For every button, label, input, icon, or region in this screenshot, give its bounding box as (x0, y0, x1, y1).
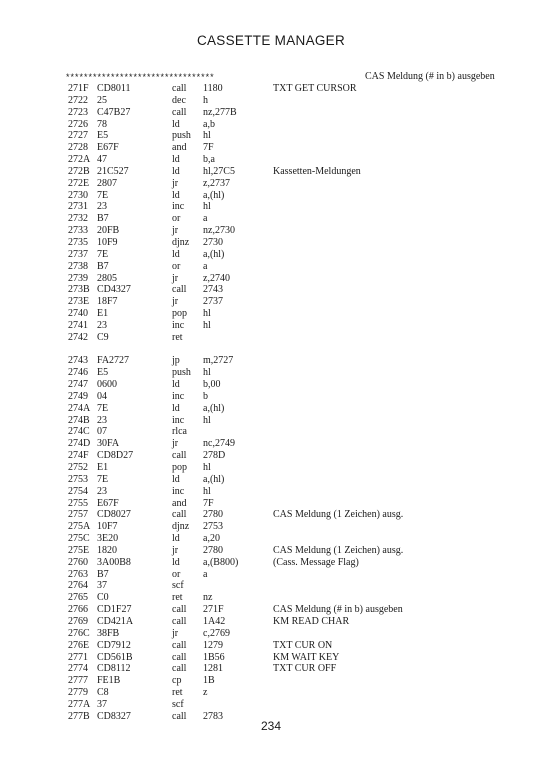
listing-row (68, 225, 508, 237)
comment: CAS Meldung (# in b) ausgeben (273, 604, 403, 616)
operand: b,00 (203, 379, 221, 391)
mnemonic: jr (172, 272, 179, 284)
operand: a (203, 260, 208, 272)
listing-row (68, 462, 508, 474)
address: 2757 (68, 509, 88, 521)
mnemonic: and (172, 142, 187, 154)
address: 2752 (68, 462, 88, 473)
address: 2766 (68, 604, 88, 616)
hex-bytes: C8 (97, 687, 109, 699)
address: 2765 (68, 592, 88, 604)
address: 2737 (68, 248, 88, 260)
mnemonic: jr (172, 544, 179, 556)
address: 2732 (68, 213, 88, 225)
address: 2774 (68, 663, 88, 675)
mnemonic: ld (172, 556, 180, 568)
mnemonic: inc (172, 485, 185, 497)
address: 2731 (68, 201, 88, 213)
address: 2741 (68, 319, 88, 331)
hex-bytes: E67F (97, 497, 119, 509)
hex-bytes: CD1F27 (97, 604, 132, 616)
operand: a,b (203, 118, 215, 130)
listing-row (68, 107, 508, 119)
comment: CAS Meldung (1 Zeichen) ausg. (273, 544, 404, 556)
mnemonic: scf (172, 698, 184, 710)
mnemonic: call (172, 710, 187, 722)
operand: m,2727 (203, 355, 234, 367)
operand: c,2769 (203, 627, 230, 639)
hex-bytes: E1 (97, 308, 109, 320)
mnemonic: jr (172, 438, 179, 450)
hex-bytes: 23 (97, 319, 107, 331)
hex-bytes: 23 (97, 201, 107, 213)
hex-bytes: 47 (97, 154, 107, 166)
operand: b (203, 390, 208, 402)
mnemonic: ld (172, 533, 180, 545)
address: 274B (68, 414, 90, 426)
operand: 2783 (203, 710, 223, 722)
listing-row (68, 367, 508, 379)
mnemonic: pop (172, 308, 187, 320)
hex-bytes: CD4327 (97, 284, 131, 296)
listing-row (68, 533, 508, 545)
hex-bytes: E5 (97, 130, 109, 142)
listing-row (68, 273, 508, 285)
address: 2779 (68, 687, 88, 699)
operand: 2730 (203, 236, 223, 248)
operand: hl (203, 308, 211, 320)
hex-bytes: C9 (97, 331, 109, 343)
mnemonic: or (172, 213, 181, 225)
page-title: CASSETTE MANAGER (196, 33, 346, 48)
comment: Kassetten-Meldungen (273, 165, 361, 177)
operand: z (203, 687, 208, 699)
hex-bytes: 3A00B8 (97, 556, 131, 568)
listing-row (68, 687, 508, 699)
address: 2769 (68, 615, 88, 627)
mnemonic: call (172, 509, 187, 521)
mnemonic: ld (172, 154, 180, 166)
hex-bytes: 04 (97, 390, 107, 402)
address: 2753 (68, 473, 88, 485)
address: 273B (68, 284, 90, 296)
operand: 1180 (203, 83, 223, 94)
comment: (Cass. Message Flag) (273, 556, 359, 568)
address: 2755 (68, 497, 88, 509)
address: 2743 (68, 355, 88, 367)
listing-row (68, 580, 508, 592)
hex-bytes: 2807 (97, 177, 117, 189)
operand: 2780 (203, 509, 223, 521)
comment: CAS Meldung (1 Zeichen) ausg. (273, 509, 404, 521)
hex-bytes: 18F7 (97, 296, 118, 308)
address: 2764 (68, 580, 88, 592)
listing-row (68, 332, 508, 344)
mnemonic: jr (172, 296, 179, 308)
mnemonic: call (172, 663, 187, 675)
mnemonic: or (172, 260, 181, 272)
operand: hl (203, 414, 211, 426)
mnemonic: call (172, 284, 187, 296)
operand: a,(B800) (203, 556, 239, 568)
address: 272B (68, 165, 90, 177)
operand: b,a (203, 154, 215, 166)
listing-row (68, 426, 508, 438)
address: 2763 (68, 568, 88, 580)
listing-row (68, 379, 508, 391)
listing-row (68, 308, 508, 320)
address: 272A (68, 154, 91, 166)
hex-bytes: 38FB (97, 627, 120, 639)
address: 276C (68, 627, 90, 639)
listing-row (68, 95, 508, 107)
operand: z,2740 (203, 272, 230, 284)
address: 277B (68, 710, 90, 722)
address: 274A (68, 402, 91, 414)
mnemonic: call (172, 639, 187, 651)
mnemonic: djnz (172, 521, 190, 533)
hex-bytes: CD8011 (97, 83, 131, 94)
address: 2749 (68, 390, 88, 402)
hex-bytes: E1 (97, 462, 109, 473)
mnemonic: or (172, 568, 181, 580)
listing-row (68, 569, 508, 581)
address: 2747 (68, 379, 88, 391)
mnemonic: ld (172, 118, 180, 130)
mnemonic: dec (172, 94, 186, 106)
hex-bytes: 25 (97, 94, 107, 106)
mnemonic: push (172, 130, 191, 142)
address: 272E (68, 177, 90, 189)
mnemonic: call (172, 651, 187, 663)
mnemonic: pop (172, 462, 187, 473)
hex-bytes: 3E20 (97, 533, 119, 545)
comment: TXT CUR ON (273, 639, 333, 651)
comment: TXT CUR OFF (273, 663, 337, 675)
hex-bytes: 1820 (97, 544, 117, 556)
listing-row (68, 663, 508, 675)
operand: hl (203, 319, 211, 331)
address: 2726 (68, 118, 88, 130)
operand: a (203, 568, 208, 580)
listing-row (68, 616, 508, 628)
address: 2754 (68, 485, 88, 497)
mnemonic: inc (172, 414, 185, 426)
address: 2746 (68, 367, 88, 379)
address: 2735 (68, 236, 88, 248)
operand: hl (203, 367, 211, 379)
listing-row (68, 474, 508, 486)
mnemonic: ld (172, 402, 180, 414)
address: 2771 (68, 651, 88, 663)
operand: hl (203, 462, 211, 473)
mnemonic: and (172, 497, 187, 509)
hex-bytes: 30FA (97, 438, 120, 450)
address: 273E (68, 296, 90, 308)
listing-row (68, 675, 508, 687)
address: 2733 (68, 225, 88, 237)
operand: a,(hl) (203, 473, 225, 485)
hex-bytes: 7E (97, 248, 109, 260)
listing-row (68, 130, 508, 142)
hex-bytes: C0 (97, 592, 109, 604)
mnemonic: inc (172, 390, 185, 402)
mnemonic: call (172, 615, 187, 627)
listing-row (68, 699, 508, 711)
address: 275A (68, 521, 91, 533)
hex-bytes: CD8327 (97, 710, 131, 722)
operand: a,20 (203, 533, 220, 545)
listing-row (68, 178, 508, 190)
address: 276E (68, 639, 90, 651)
mnemonic: ld (172, 189, 180, 201)
hex-bytes: CD7912 (97, 639, 131, 651)
address: 275C (68, 533, 90, 545)
mnemonic: ret (172, 687, 183, 699)
hex-bytes: 10F9 (97, 236, 118, 248)
operand: hl (203, 485, 211, 497)
listing-row (68, 415, 508, 427)
operand: 1A42 (203, 615, 226, 627)
mnemonic: ret (172, 592, 183, 604)
operand: a,(hl) (203, 402, 225, 414)
listing-row (68, 320, 508, 332)
mnemonic: ret (172, 331, 183, 343)
operand: hl (203, 201, 211, 213)
operand: 2753 (203, 521, 223, 533)
hex-bytes: FA2727 (97, 355, 130, 367)
hex-bytes: C47B27 (97, 106, 131, 118)
hex-bytes: B7 (97, 260, 109, 272)
listing-row (68, 355, 508, 367)
hex-bytes: FE1B (97, 675, 121, 687)
operand: 2743 (203, 284, 223, 296)
address: 274C (68, 426, 90, 438)
hex-bytes: E67F (97, 142, 119, 154)
listing-row (68, 438, 508, 450)
mnemonic: scf (172, 580, 184, 592)
listing-row (68, 284, 508, 296)
mnemonic: call (172, 106, 187, 118)
listing-row (68, 557, 508, 569)
listing-row (68, 213, 508, 225)
listing-row (68, 640, 508, 652)
hex-bytes: 7E (97, 473, 109, 485)
operand: 1279 (203, 639, 223, 651)
listing-row (68, 592, 508, 604)
operand: 2737 (203, 296, 223, 308)
listing-row (68, 498, 508, 510)
listing-row (68, 450, 508, 462)
listing-row (68, 391, 508, 403)
mnemonic: jr (172, 177, 179, 189)
comment: KM READ CHAR (273, 615, 350, 627)
operand: 1B56 (203, 651, 225, 663)
mnemonic: jr (172, 627, 179, 639)
hex-bytes: B7 (97, 568, 109, 580)
hex-bytes: 23 (97, 485, 107, 497)
banner-text: CAS Meldung (# in b) ausgeben (365, 71, 495, 82)
operand: nz,277B (203, 106, 237, 118)
comment: KM WAIT KEY (273, 651, 340, 663)
hex-bytes: CD421A (97, 615, 134, 627)
address: 2760 (68, 556, 88, 568)
operand: a,(hl) (203, 248, 225, 260)
address: 2738 (68, 260, 88, 272)
banner-stars: ********************************* (66, 72, 215, 82)
address: 2777 (68, 675, 88, 687)
section-banner (66, 71, 496, 83)
listing-row (68, 249, 508, 261)
hex-bytes: E5 (97, 367, 109, 379)
listing-row (68, 403, 508, 415)
mnemonic: inc (172, 201, 185, 213)
listing-row (68, 296, 508, 308)
mnemonic: cp (172, 675, 182, 687)
operand: nc,2749 (203, 438, 235, 450)
listing-row (68, 201, 508, 213)
listing-row (68, 486, 508, 498)
mnemonic: djnz (172, 236, 190, 248)
mnemonic: inc (172, 319, 185, 331)
operand: 278D (203, 450, 226, 462)
listing-row (68, 652, 508, 664)
listing-row (68, 261, 508, 273)
operand: 271F (203, 604, 224, 616)
mnemonic: push (172, 367, 191, 379)
address: 274F (68, 450, 89, 462)
operand: 1B (203, 675, 215, 687)
hex-bytes: 37 (97, 698, 107, 710)
disassembly-listing (68, 83, 508, 723)
hex-bytes: 20FB (97, 225, 120, 237)
mnemonic: ld (172, 165, 180, 177)
listing-row (68, 166, 508, 178)
listing-row (68, 154, 508, 166)
address: 2727 (68, 130, 88, 142)
hex-bytes: 78 (97, 118, 107, 130)
listing-row (68, 509, 508, 521)
address: 275E (68, 544, 90, 556)
address: 2742 (68, 331, 88, 343)
operand: 1281 (203, 663, 223, 675)
operand: 2780 (203, 544, 223, 556)
listing-row (68, 604, 508, 616)
address: 2723 (68, 106, 88, 118)
address: 274D (68, 438, 91, 450)
hex-bytes: CD8027 (97, 509, 131, 521)
listing-row (68, 190, 508, 202)
operand: 7F (203, 497, 214, 509)
hex-bytes: CD561B (97, 651, 133, 663)
operand: nz (203, 592, 213, 604)
operand: nz,2730 (203, 225, 235, 237)
address: 277A (68, 698, 91, 710)
listing-row (68, 628, 508, 640)
comment: TXT GET CURSOR (273, 83, 357, 94)
hex-bytes: 0600 (97, 379, 117, 391)
operand: h (203, 94, 208, 106)
hex-bytes: 37 (97, 580, 107, 592)
hex-bytes: 7E (97, 189, 109, 201)
mnemonic: ld (172, 248, 180, 260)
hex-bytes: 10F7 (97, 521, 118, 533)
mnemonic: ld (172, 379, 180, 391)
address: 271F (68, 83, 89, 94)
listing-row (68, 142, 508, 154)
address: 2730 (68, 189, 88, 201)
hex-bytes: CD8D27 (97, 450, 134, 462)
mnemonic: rlca (172, 426, 187, 438)
listing-row (68, 119, 508, 131)
address: 2722 (68, 94, 88, 106)
hex-bytes: 07 (97, 426, 107, 438)
address: 2728 (68, 142, 88, 154)
mnemonic: jp (172, 355, 180, 367)
address: 2740 (68, 308, 88, 320)
hex-bytes: 2805 (97, 272, 117, 284)
listing-row (68, 521, 508, 533)
mnemonic: call (172, 83, 187, 94)
mnemonic: ld (172, 473, 180, 485)
hex-bytes: 23 (97, 414, 107, 426)
listing-row (68, 83, 508, 95)
hex-bytes: B7 (97, 213, 109, 225)
operand: a,(hl) (203, 189, 225, 201)
mnemonic: call (172, 450, 187, 462)
mnemonic: jr (172, 225, 179, 237)
operand: hl,27C5 (203, 165, 235, 177)
hex-bytes: CD8112 (97, 663, 131, 675)
address: 2739 (68, 272, 88, 284)
operand: hl (203, 130, 211, 142)
operand: z,2737 (203, 177, 230, 189)
page-number: 234 (260, 719, 282, 733)
hex-bytes: 7E (97, 402, 109, 414)
hex-bytes: 21C527 (97, 165, 129, 177)
operand: 7F (203, 142, 214, 154)
mnemonic: call (172, 604, 187, 616)
operand: a (203, 213, 208, 225)
listing-row (68, 545, 508, 557)
block-spacer (68, 344, 508, 356)
listing-row (68, 237, 508, 249)
